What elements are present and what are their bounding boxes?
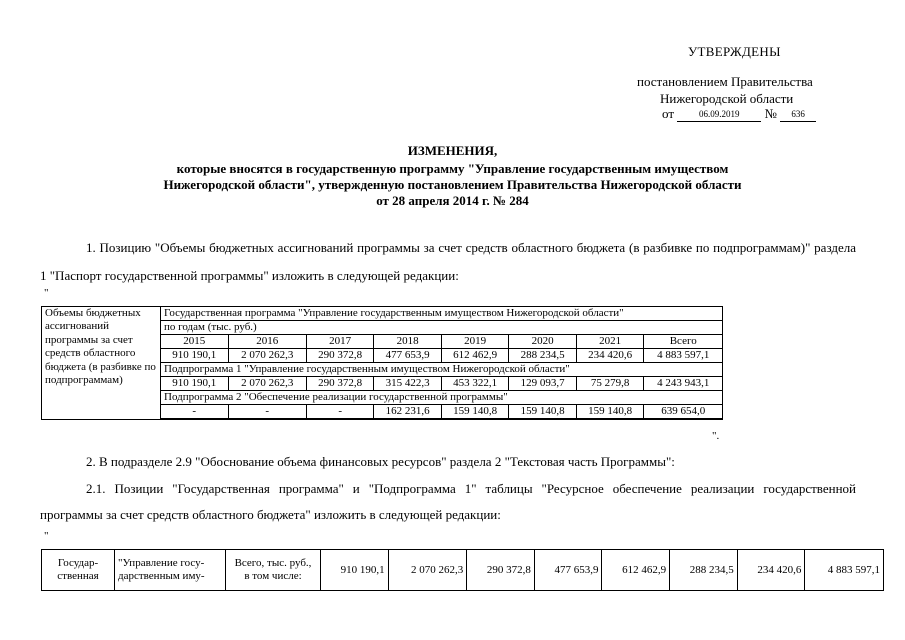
- approval-number: 636: [780, 109, 816, 122]
- paragraph-2: 2. В подразделе 2.9 "Обоснование объема финансовых ресурсов" раздела 2 "Текстовая часть Программы":: [86, 454, 675, 469]
- subprogram-1-title: Подпрограмма 1 "Управление государственным имуществом Нижегородской области": [161, 363, 723, 377]
- value-cell: 288 234,5: [670, 550, 738, 591]
- value-cell: 910 190,1: [321, 550, 389, 591]
- value-cell: 477 653,9: [534, 550, 602, 591]
- subprogram-2-title: Подпрограмма 2 "Обеспечение реализации государственной программы": [161, 391, 723, 405]
- program-row-title: Государственная программа "Управление государственным имуществом Нижегородской области": [161, 307, 723, 321]
- value-cell: 129 093,7: [509, 377, 577, 391]
- document-subtitle-line-1: которые вносятся в государственную программу "Управление государственным имуществом: [176, 161, 729, 176]
- approval-line-2: Нижегородской области: [660, 91, 794, 106]
- value-cell: 453 322,1: [441, 377, 509, 391]
- resource-col-total: Всего, тыс. руб., в том числе:: [226, 550, 321, 591]
- approval-date-line: [662, 106, 816, 122]
- document-subtitle-line-3: от 28 апреля 2014 г. № 284: [376, 193, 529, 208]
- resource-row: [42, 550, 884, 591]
- value-cell: 910 190,1: [161, 349, 229, 363]
- quote-open-2: ": [44, 530, 49, 542]
- resource-col-name: "Управление госу- дарственным иму-: [115, 550, 226, 591]
- approval-date: 06.09.2019: [677, 109, 761, 122]
- value-cell: 162 231,6: [374, 405, 442, 419]
- document-title: ИЗМЕНЕНИЯ,: [407, 143, 498, 158]
- value-cell: 4 243 943,1: [644, 377, 723, 391]
- year-cell: 2015: [161, 335, 229, 349]
- value-cell: 612 462,9: [441, 349, 509, 363]
- year-cell: 2017: [306, 335, 374, 349]
- quote-open-1: ": [44, 287, 49, 299]
- value-cell: 288 234,5: [509, 349, 577, 363]
- document-subtitle-line-2: Нижегородской области", утвержденную постановлением Правительства Нижегородской области: [163, 177, 742, 192]
- value-cell: 910 190,1: [161, 377, 229, 391]
- value-cell: -: [161, 405, 229, 419]
- value-cell: 2 070 262,3: [228, 377, 306, 391]
- value-cell: 159 140,8: [441, 405, 509, 419]
- value-cell: 612 462,9: [602, 550, 670, 591]
- value-cell: 290 372,8: [306, 349, 374, 363]
- year-cell: 2019: [441, 335, 509, 349]
- budget-table-label: Объемы бюджетных ассигнований программы за счет средств областного бюджета (в разбивке по подпрограммам): [42, 307, 161, 420]
- approval-from-label: от: [662, 106, 675, 121]
- year-cell: 2016: [228, 335, 306, 349]
- value-cell: 4 883 597,1: [644, 349, 723, 363]
- value-cell: 234 420,6: [576, 349, 644, 363]
- value-cell: 315 422,3: [374, 377, 442, 391]
- value-cell: -: [228, 405, 306, 419]
- value-cell: 2 070 262,3: [228, 349, 306, 363]
- value-cell: 290 372,8: [306, 377, 374, 391]
- budget-table: [41, 306, 723, 420]
- value-cell: 75 279,8: [576, 377, 644, 391]
- year-cell: 2021: [576, 335, 644, 349]
- total-header-cell: Всего: [644, 335, 723, 349]
- approval-line-1: постановлением Правительства: [637, 74, 813, 89]
- value-cell: -: [306, 405, 374, 419]
- value-cell: 290 372,8: [467, 550, 535, 591]
- by-years-label: по годам (тыс. руб.): [161, 321, 723, 335]
- table-spacer: [161, 419, 723, 420]
- approval-number-label: №: [764, 106, 777, 121]
- paragraph-1: 1. Позицию "Объемы бюджетных ассигнований программы за счет средств областного бюджета (в разбивке по подпрограммам)" раздела 1 "Паспорт государственной программы" изложить в следующей редакции:: [40, 240, 856, 283]
- value-cell: 159 140,8: [576, 405, 644, 419]
- year-cell: 2020: [509, 335, 577, 349]
- approval-title: УТВЕРЖДЕНЫ: [688, 44, 781, 59]
- value-cell: 639 654,0: [644, 405, 723, 419]
- resource-table: [41, 549, 884, 591]
- value-cell: 234 420,6: [737, 550, 805, 591]
- value-cell: 159 140,8: [509, 405, 577, 419]
- paragraph-3: 2.1. Позиции "Государственная программа" и "Подпрограмма 1" таблицы "Ресурсное обеспечение реализации государственной программы за счет средств областного бюджета" изложить в следующей редакции:: [40, 481, 856, 522]
- year-cell: 2018: [374, 335, 442, 349]
- value-cell: 2 070 262,3: [388, 550, 467, 591]
- value-cell: 477 653,9: [374, 349, 442, 363]
- resource-col-program: Государ- ственная: [42, 550, 115, 591]
- value-cell: 4 883 597,1: [805, 550, 884, 591]
- quote-close-1: ".: [712, 430, 720, 442]
